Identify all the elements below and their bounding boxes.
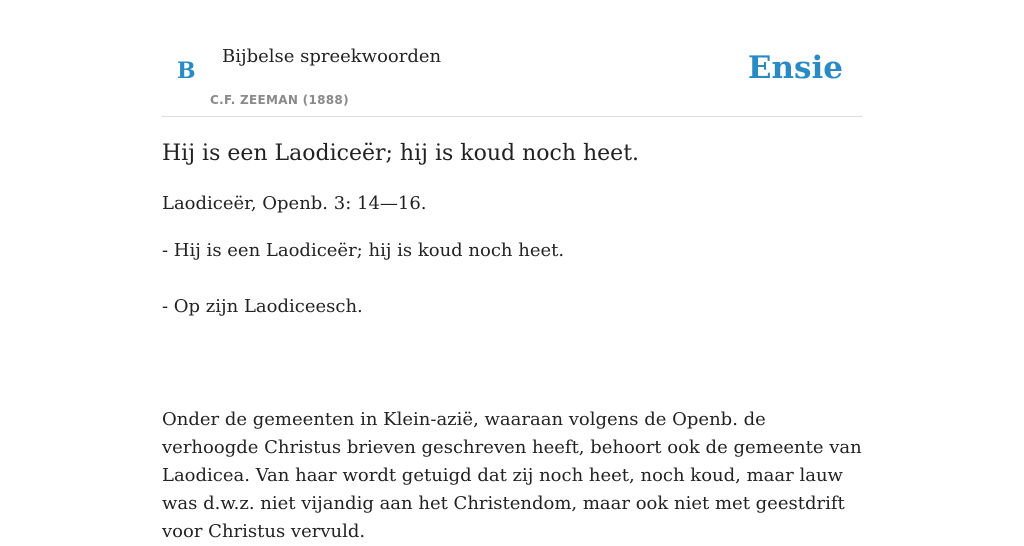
author-label: C.F. ZEEMAN (1888) (210, 93, 349, 107)
book-title-link[interactable]: Bijbelse spreekwoorden (222, 46, 442, 67)
entry-content (162, 138, 862, 546)
page-header (162, 0, 862, 117)
entry-body-text: Onder de gemeenten in Klein-azië, waaraan volgens de Openb. de verhoogde Christus brieven geschreven heeft, behoort ook de gemeente van Laodicea. Van haar wordt getuigd dat zij noch heet, noch koud, maar lauw was d.w.z. niet vijandig aan het Christendom, maar ook niet met geestdrift voor Christus vervuld. (162, 409, 862, 542)
proverb-variant: - Hij is een Laodiceër; hij is koud noch heet. (162, 240, 565, 261)
bible-reference: Laodiceër, Openb. 3: 14—16. (162, 193, 427, 214)
ensie-logo[interactable]: Ensie (747, 50, 843, 86)
alphabet-letter-link[interactable]: B (177, 58, 196, 84)
entry-title: Hij is een Laodiceër; hij is koud noch heet. (162, 141, 640, 166)
proverb-variant: - Op zijn Laodiceesch. (162, 296, 363, 317)
